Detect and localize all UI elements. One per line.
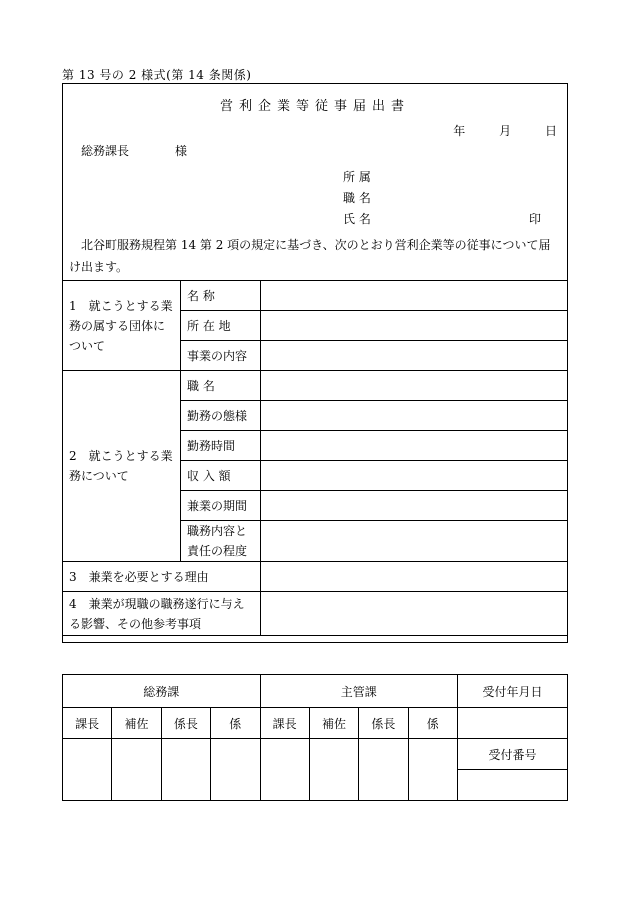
name-label: 氏 名 [343,212,371,226]
seal-mark: 印 [528,212,541,226]
year-label: 年 [453,124,466,138]
item-label: 事業の内容 [181,341,261,371]
impact-field[interactable] [261,592,568,636]
role-label: 補佐 [112,708,161,739]
reason-label: 3 兼業を必要とする理由 [63,562,261,592]
body-text: 北谷町服務規程第 14 第 2 項の規定に基づき、次のとおり営利企業等の従事について届け出ます。 [69,238,551,274]
entry-field[interactable] [261,371,568,401]
entry-field[interactable] [261,461,568,491]
entry-field[interactable] [261,311,568,341]
month-label: 月 [499,124,512,138]
reason-field[interactable] [261,562,568,592]
role-label: 係長 [161,708,210,739]
item-label: 名 称 [181,281,261,311]
role-label: 係 [211,708,260,739]
received-number-field[interactable] [458,770,568,801]
form-number: 第 13 号の 2 様式(第 14 条関係) [62,68,252,82]
entry-field[interactable] [261,341,568,371]
entry-field[interactable] [261,491,568,521]
soumu-header: 総務課 [63,675,261,708]
addressee [81,142,187,159]
stamp-cell[interactable] [112,739,161,801]
entry-field[interactable] [261,281,568,311]
stamp-cell[interactable] [211,739,260,801]
impact-label: 4 兼業が現職の職務遂行に与える影響、その他参考事項 [63,592,261,636]
stamp-cell[interactable] [161,739,210,801]
stamp-cell[interactable] [260,739,309,801]
document-title: 営利企業等従事届出書 [219,99,410,114]
stamp-cell[interactable] [408,739,457,801]
role-label: 課長 [260,708,309,739]
item-label: 職 名 [181,371,261,401]
stamp-cell[interactable] [63,739,112,801]
date-line [453,122,557,139]
form-table [62,280,568,636]
stamp-cell[interactable] [309,739,358,801]
shukan-header: 主管課 [260,675,458,708]
approval-stamp-table [62,674,568,801]
affiliation-label: 所 属 [343,170,371,184]
position-label: 職 名 [343,191,371,205]
item-label: 所 在 地 [181,311,261,341]
day-label: 日 [544,124,557,138]
entry-field[interactable] [261,401,568,431]
item-label: 勤務の態様 [181,401,261,431]
role-label: 課長 [63,708,112,739]
item-label: 勤務時間 [181,431,261,461]
item-label: 収 入 額 [181,461,261,491]
item-label: 兼業の期間 [181,491,261,521]
notification-form [62,83,568,643]
addressee-title: 総務課長 [81,144,130,158]
section-2-label: 2 就こうとする業務について [63,371,181,562]
honorific: 様 [175,144,188,158]
role-label: 係長 [359,708,408,739]
item-label: 職務内容と責任の程度 [181,521,261,562]
role-label: 補佐 [309,708,358,739]
role-label: 係 [408,708,457,739]
received-date-header: 受付年月日 [458,675,568,708]
section-1-label: 1 就こうとする業務の属する団体について [63,281,181,371]
entry-field[interactable] [261,431,568,461]
entry-field[interactable] [261,521,568,562]
received-date-field[interactable] [458,708,568,739]
stamp-cell[interactable] [359,739,408,801]
received-number-header: 受付番号 [458,739,568,770]
